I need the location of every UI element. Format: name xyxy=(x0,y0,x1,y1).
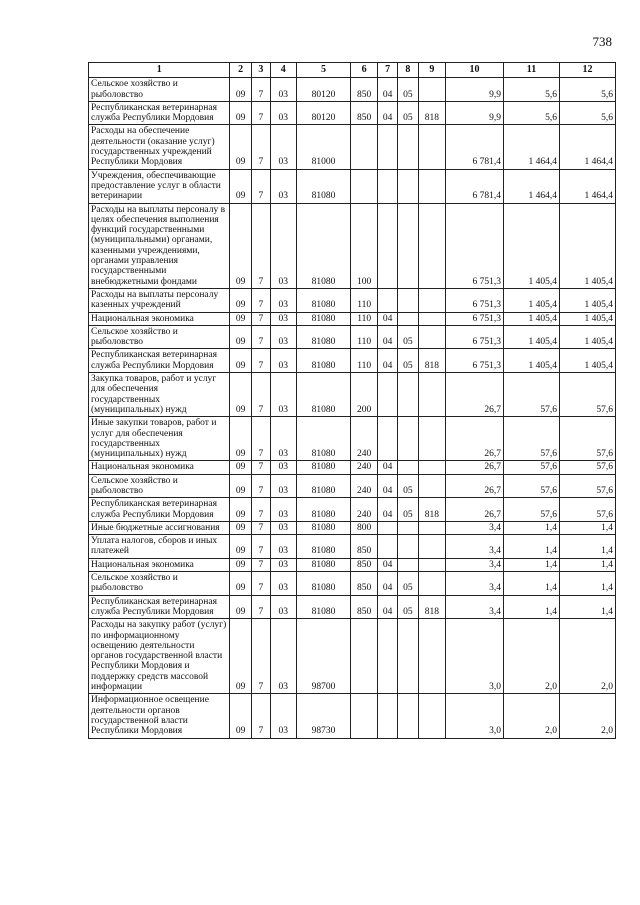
cell-col6: 110 xyxy=(351,312,377,325)
cell-name: Уплата налогов, сборов и иных платежей xyxy=(89,535,230,559)
cell-col12: 1 405,4 xyxy=(559,288,615,312)
cell-col5: 81080 xyxy=(296,349,351,373)
cell-col9 xyxy=(418,572,445,596)
cell-col11: 1 405,4 xyxy=(504,325,560,349)
cell-col6: 200 xyxy=(351,373,377,417)
cell-col10: 3,0 xyxy=(446,619,504,694)
cell-col7 xyxy=(377,694,397,738)
cell-name: Сельское хозяйство и рыболовство xyxy=(89,572,230,596)
cell-col6: 240 xyxy=(351,461,377,474)
cell-col4: 03 xyxy=(271,349,296,373)
cell-col4: 03 xyxy=(271,125,296,169)
cell-col9: 818 xyxy=(418,101,445,125)
cell-col9 xyxy=(418,417,445,461)
cell-col3: 7 xyxy=(251,288,270,312)
cell-col4: 03 xyxy=(271,101,296,125)
cell-col4: 03 xyxy=(271,78,296,102)
cell-col11: 57,6 xyxy=(504,461,560,474)
cell-col5: 81000 xyxy=(296,125,351,169)
cell-col4: 03 xyxy=(271,373,296,417)
cell-col12: 5,6 xyxy=(559,101,615,125)
cell-col7 xyxy=(377,535,397,559)
cell-name: Информационное освещение деятельности органов государственной власти Республики Мордовия xyxy=(89,694,230,738)
cell-col2: 09 xyxy=(230,595,251,619)
cell-col10: 26,7 xyxy=(446,373,504,417)
cell-col5: 81080 xyxy=(296,521,351,534)
cell-col7 xyxy=(377,373,397,417)
cell-col7: 04 xyxy=(377,558,397,571)
cell-col10: 3,4 xyxy=(446,595,504,619)
cell-col6: 850 xyxy=(351,595,377,619)
cell-col10: 26,7 xyxy=(446,461,504,474)
cell-name: Сельское хозяйство и рыболовство xyxy=(89,474,230,498)
cell-col3: 7 xyxy=(251,619,270,694)
cell-col11: 57,6 xyxy=(504,498,560,522)
cell-col9 xyxy=(418,535,445,559)
cell-col2: 09 xyxy=(230,125,251,169)
cell-col12: 1 464,4 xyxy=(559,169,615,203)
cell-col7: 04 xyxy=(377,325,397,349)
cell-col11: 1 464,4 xyxy=(504,125,560,169)
cell-col9 xyxy=(418,521,445,534)
cell-name: Национальная экономика xyxy=(89,312,230,325)
cell-col12: 57,6 xyxy=(559,498,615,522)
table-row xyxy=(89,349,616,373)
cell-col5: 81080 xyxy=(296,312,351,325)
cell-col9 xyxy=(418,474,445,498)
cell-col9: 818 xyxy=(418,498,445,522)
cell-col6: 850 xyxy=(351,558,377,571)
cell-col9 xyxy=(418,373,445,417)
cell-col5: 98730 xyxy=(296,694,351,738)
cell-col9: 818 xyxy=(418,595,445,619)
table-row xyxy=(89,203,616,288)
table-row xyxy=(89,78,616,102)
table-row xyxy=(89,694,616,738)
cell-col9 xyxy=(418,558,445,571)
cell-col8 xyxy=(398,535,418,559)
cell-col4: 03 xyxy=(271,572,296,596)
cell-col8 xyxy=(398,203,418,288)
cell-col8: 05 xyxy=(398,349,418,373)
cell-col2: 09 xyxy=(230,312,251,325)
cell-col5: 80120 xyxy=(296,101,351,125)
cell-col12: 2,0 xyxy=(559,619,615,694)
cell-col7: 04 xyxy=(377,101,397,125)
cell-col2: 09 xyxy=(230,694,251,738)
cell-col12: 1,4 xyxy=(559,595,615,619)
cell-col3: 7 xyxy=(251,203,270,288)
cell-col11: 1 464,4 xyxy=(504,169,560,203)
cell-col8: 05 xyxy=(398,474,418,498)
cell-name: Республиканская ветеринарная служба Республики Мордовия xyxy=(89,101,230,125)
cell-name: Расходы на обеспечение деятельности (оказание услуг) государственных учреждений Республики Мордовия xyxy=(89,125,230,169)
cell-col2: 09 xyxy=(230,498,251,522)
cell-col6 xyxy=(351,619,377,694)
cell-col9 xyxy=(418,325,445,349)
header-col9: 9 xyxy=(418,63,445,78)
cell-col9 xyxy=(418,619,445,694)
table-body xyxy=(89,78,616,738)
cell-col8 xyxy=(398,619,418,694)
cell-col5: 81080 xyxy=(296,373,351,417)
cell-col10: 3,4 xyxy=(446,572,504,596)
table-row xyxy=(89,125,616,169)
cell-col7: 04 xyxy=(377,498,397,522)
cell-col3: 7 xyxy=(251,595,270,619)
cell-col7: 04 xyxy=(377,461,397,474)
cell-col2: 09 xyxy=(230,535,251,559)
cell-col2: 09 xyxy=(230,474,251,498)
cell-col5: 81080 xyxy=(296,535,351,559)
cell-col8: 05 xyxy=(398,325,418,349)
cell-col11: 5,6 xyxy=(504,101,560,125)
cell-col12: 57,6 xyxy=(559,474,615,498)
cell-col11: 1,4 xyxy=(504,572,560,596)
cell-col3: 7 xyxy=(251,78,270,102)
cell-col11: 1 405,4 xyxy=(504,288,560,312)
cell-col12: 2,0 xyxy=(559,694,615,738)
cell-col8 xyxy=(398,694,418,738)
cell-col3: 7 xyxy=(251,498,270,522)
cell-col3: 7 xyxy=(251,474,270,498)
cell-col6 xyxy=(351,694,377,738)
table-row xyxy=(89,312,616,325)
cell-col8 xyxy=(398,417,418,461)
cell-col3: 7 xyxy=(251,349,270,373)
cell-col12: 57,6 xyxy=(559,373,615,417)
cell-col10: 6 751,3 xyxy=(446,203,504,288)
cell-col9 xyxy=(418,312,445,325)
table-row xyxy=(89,535,616,559)
cell-col2: 09 xyxy=(230,572,251,596)
cell-col12: 1,4 xyxy=(559,558,615,571)
cell-col8 xyxy=(398,461,418,474)
cell-col10: 6 751,3 xyxy=(446,312,504,325)
cell-col9 xyxy=(418,461,445,474)
cell-col8 xyxy=(398,125,418,169)
cell-col3: 7 xyxy=(251,169,270,203)
cell-col6: 240 xyxy=(351,417,377,461)
cell-col7 xyxy=(377,521,397,534)
cell-col5: 81080 xyxy=(296,288,351,312)
cell-col7 xyxy=(377,417,397,461)
cell-col9 xyxy=(418,203,445,288)
cell-col8: 05 xyxy=(398,101,418,125)
cell-col5: 81080 xyxy=(296,417,351,461)
cell-name: Иные закупки товаров, работ и услуг для обеспечения государственных (муниципальных) нужд xyxy=(89,417,230,461)
cell-name: Республиканская ветеринарная служба Республики Мордовия xyxy=(89,595,230,619)
cell-col7 xyxy=(377,288,397,312)
cell-col11: 1,4 xyxy=(504,535,560,559)
cell-col10: 9,9 xyxy=(446,101,504,125)
cell-col6: 240 xyxy=(351,474,377,498)
cell-col2: 09 xyxy=(230,101,251,125)
page-number: 738 xyxy=(592,34,612,49)
cell-col10: 6 781,4 xyxy=(446,125,504,169)
cell-col3: 7 xyxy=(251,125,270,169)
cell-col3: 7 xyxy=(251,373,270,417)
cell-col8 xyxy=(398,312,418,325)
cell-col2: 09 xyxy=(230,619,251,694)
cell-col12: 1,4 xyxy=(559,521,615,534)
cell-col2: 09 xyxy=(230,169,251,203)
cell-col11: 57,6 xyxy=(504,373,560,417)
cell-col12: 57,6 xyxy=(559,417,615,461)
cell-col2: 09 xyxy=(230,417,251,461)
cell-col4: 03 xyxy=(271,203,296,288)
cell-col4: 03 xyxy=(271,312,296,325)
cell-col7 xyxy=(377,203,397,288)
cell-col10: 3,4 xyxy=(446,558,504,571)
table-row xyxy=(89,619,616,694)
cell-col6: 850 xyxy=(351,78,377,102)
cell-col6: 850 xyxy=(351,535,377,559)
cell-col6: 110 xyxy=(351,288,377,312)
cell-col11: 57,6 xyxy=(504,474,560,498)
cell-col11: 1,4 xyxy=(504,521,560,534)
cell-name: Расходы на выплаты персоналу в целях обеспечения выполнения функций государственными (муниципальными) органами, казенными учреждениями, органами управления государственными внебюджетными фондами xyxy=(89,203,230,288)
cell-col3: 7 xyxy=(251,572,270,596)
cell-col5: 81080 xyxy=(296,572,351,596)
cell-col4: 03 xyxy=(271,417,296,461)
cell-col6: 240 xyxy=(351,498,377,522)
cell-col7 xyxy=(377,169,397,203)
cell-col10: 6 751,3 xyxy=(446,325,504,349)
cell-col8 xyxy=(398,288,418,312)
cell-col4: 03 xyxy=(271,535,296,559)
cell-col7: 04 xyxy=(377,474,397,498)
cell-col12: 1 405,4 xyxy=(559,312,615,325)
cell-name: Национальная экономика xyxy=(89,558,230,571)
cell-col4: 03 xyxy=(271,461,296,474)
cell-col2: 09 xyxy=(230,325,251,349)
cell-col5: 81080 xyxy=(296,498,351,522)
cell-col2: 09 xyxy=(230,78,251,102)
cell-name: Расходы на выплаты персоналу казенных учреждений xyxy=(89,288,230,312)
cell-col12: 1 405,4 xyxy=(559,349,615,373)
cell-col4: 03 xyxy=(271,474,296,498)
cell-col6: 110 xyxy=(351,349,377,373)
cell-col11: 2,0 xyxy=(504,619,560,694)
cell-col8 xyxy=(398,373,418,417)
cell-col4: 03 xyxy=(271,558,296,571)
table-row xyxy=(89,461,616,474)
cell-col6: 850 xyxy=(351,101,377,125)
cell-col7 xyxy=(377,619,397,694)
cell-col7: 04 xyxy=(377,349,397,373)
cell-col7: 04 xyxy=(377,595,397,619)
header-col7: 7 xyxy=(377,63,397,78)
table-row xyxy=(89,101,616,125)
cell-col3: 7 xyxy=(251,521,270,534)
cell-col8 xyxy=(398,558,418,571)
cell-col9 xyxy=(418,694,445,738)
table-row xyxy=(89,325,616,349)
cell-col10: 9,9 xyxy=(446,78,504,102)
cell-col2: 09 xyxy=(230,373,251,417)
cell-col11: 57,6 xyxy=(504,417,560,461)
cell-col3: 7 xyxy=(251,101,270,125)
header-col3: 3 xyxy=(251,63,270,78)
header-col4: 4 xyxy=(271,63,296,78)
cell-name: Сельское хозяйство и рыболовство xyxy=(89,325,230,349)
cell-col7: 04 xyxy=(377,312,397,325)
cell-col3: 7 xyxy=(251,694,270,738)
cell-col6 xyxy=(351,125,377,169)
budget-table xyxy=(88,62,616,739)
cell-col10: 6 781,4 xyxy=(446,169,504,203)
cell-col2: 09 xyxy=(230,461,251,474)
cell-col5: 81080 xyxy=(296,203,351,288)
header-col12: 12 xyxy=(559,63,615,78)
cell-col4: 03 xyxy=(271,169,296,203)
cell-col11: 5,6 xyxy=(504,78,560,102)
header-col10: 10 xyxy=(446,63,504,78)
cell-col6: 100 xyxy=(351,203,377,288)
cell-name: Иные бюджетные ассигнования xyxy=(89,521,230,534)
cell-col4: 03 xyxy=(271,498,296,522)
cell-name: Республиканская ветеринарная служба Республики Мордовия xyxy=(89,349,230,373)
cell-col5: 81080 xyxy=(296,169,351,203)
table-row xyxy=(89,288,616,312)
cell-col9 xyxy=(418,288,445,312)
cell-col12: 1 464,4 xyxy=(559,125,615,169)
cell-name: Национальная экономика xyxy=(89,461,230,474)
table-row xyxy=(89,169,616,203)
cell-name: Расходы на закупку работ (услуг) по информационному освещению деятельности органов государственной власти Республики Мордовия и поддержку средств массовой информации xyxy=(89,619,230,694)
cell-col9 xyxy=(418,169,445,203)
cell-col8 xyxy=(398,169,418,203)
cell-col7: 04 xyxy=(377,78,397,102)
cell-col4: 03 xyxy=(271,619,296,694)
cell-col3: 7 xyxy=(251,558,270,571)
cell-col10: 3,0 xyxy=(446,694,504,738)
cell-col6: 800 xyxy=(351,521,377,534)
cell-col11: 1 405,4 xyxy=(504,203,560,288)
cell-col7: 04 xyxy=(377,572,397,596)
cell-col11: 1,4 xyxy=(504,595,560,619)
table-row xyxy=(89,521,616,534)
cell-col5: 80120 xyxy=(296,78,351,102)
cell-col3: 7 xyxy=(251,325,270,349)
cell-col12: 5,6 xyxy=(559,78,615,102)
cell-col12: 1 405,4 xyxy=(559,325,615,349)
table-row xyxy=(89,572,616,596)
cell-col10: 3,4 xyxy=(446,521,504,534)
cell-col7 xyxy=(377,125,397,169)
cell-col8: 05 xyxy=(398,498,418,522)
cell-col4: 03 xyxy=(271,521,296,534)
cell-col6: 110 xyxy=(351,325,377,349)
header-col5: 5 xyxy=(296,63,351,78)
cell-col9: 818 xyxy=(418,349,445,373)
cell-name: Сельское хозяйство и рыболовство xyxy=(89,78,230,102)
cell-col5: 98700 xyxy=(296,619,351,694)
cell-col4: 03 xyxy=(271,288,296,312)
cell-col11: 1,4 xyxy=(504,558,560,571)
cell-name: Учреждения, обеспечивающие предоставление услуг в области ветеринарии xyxy=(89,169,230,203)
cell-col10: 6 751,3 xyxy=(446,349,504,373)
cell-col5: 81080 xyxy=(296,474,351,498)
cell-col5: 81080 xyxy=(296,558,351,571)
cell-col2: 09 xyxy=(230,203,251,288)
cell-col10: 26,7 xyxy=(446,417,504,461)
cell-col8: 05 xyxy=(398,78,418,102)
table-row xyxy=(89,417,616,461)
cell-col5: 81080 xyxy=(296,461,351,474)
cell-col4: 03 xyxy=(271,595,296,619)
cell-name: Республиканская ветеринарная служба Республики Мордовия xyxy=(89,498,230,522)
cell-col3: 7 xyxy=(251,535,270,559)
cell-col10: 6 751,3 xyxy=(446,288,504,312)
cell-col9 xyxy=(418,125,445,169)
cell-col2: 09 xyxy=(230,288,251,312)
table-row xyxy=(89,474,616,498)
cell-col8: 05 xyxy=(398,595,418,619)
header-row xyxy=(89,63,616,78)
cell-col11: 1 405,4 xyxy=(504,349,560,373)
table-row xyxy=(89,373,616,417)
cell-col3: 7 xyxy=(251,461,270,474)
cell-name: Закупка товаров, работ и услуг для обеспечения государственных (муниципальных) нужд xyxy=(89,373,230,417)
cell-col10: 26,7 xyxy=(446,498,504,522)
cell-col12: 57,6 xyxy=(559,461,615,474)
cell-col9 xyxy=(418,78,445,102)
table-row xyxy=(89,595,616,619)
table-header xyxy=(89,63,616,78)
header-name: 1 xyxy=(89,63,230,78)
header-col8: 8 xyxy=(398,63,418,78)
cell-col3: 7 xyxy=(251,312,270,325)
cell-col6: 850 xyxy=(351,572,377,596)
cell-col6 xyxy=(351,169,377,203)
header-col11: 11 xyxy=(504,63,560,78)
cell-col5: 81080 xyxy=(296,325,351,349)
cell-col2: 09 xyxy=(230,558,251,571)
cell-col12: 1,4 xyxy=(559,535,615,559)
cell-col3: 7 xyxy=(251,417,270,461)
cell-col2: 09 xyxy=(230,521,251,534)
table-row xyxy=(89,498,616,522)
cell-col2: 09 xyxy=(230,349,251,373)
cell-col8 xyxy=(398,521,418,534)
cell-col11: 1 405,4 xyxy=(504,312,560,325)
cell-col4: 03 xyxy=(271,325,296,349)
cell-col12: 1,4 xyxy=(559,572,615,596)
cell-col4: 03 xyxy=(271,694,296,738)
cell-col11: 2,0 xyxy=(504,694,560,738)
cell-col10: 3,4 xyxy=(446,535,504,559)
header-col6: 6 xyxy=(351,63,377,78)
cell-col5: 81080 xyxy=(296,595,351,619)
cell-col10: 26,7 xyxy=(446,474,504,498)
header-col2: 2 xyxy=(230,63,251,78)
cell-col12: 1 405,4 xyxy=(559,203,615,288)
cell-col8: 05 xyxy=(398,572,418,596)
table-row xyxy=(89,558,616,571)
